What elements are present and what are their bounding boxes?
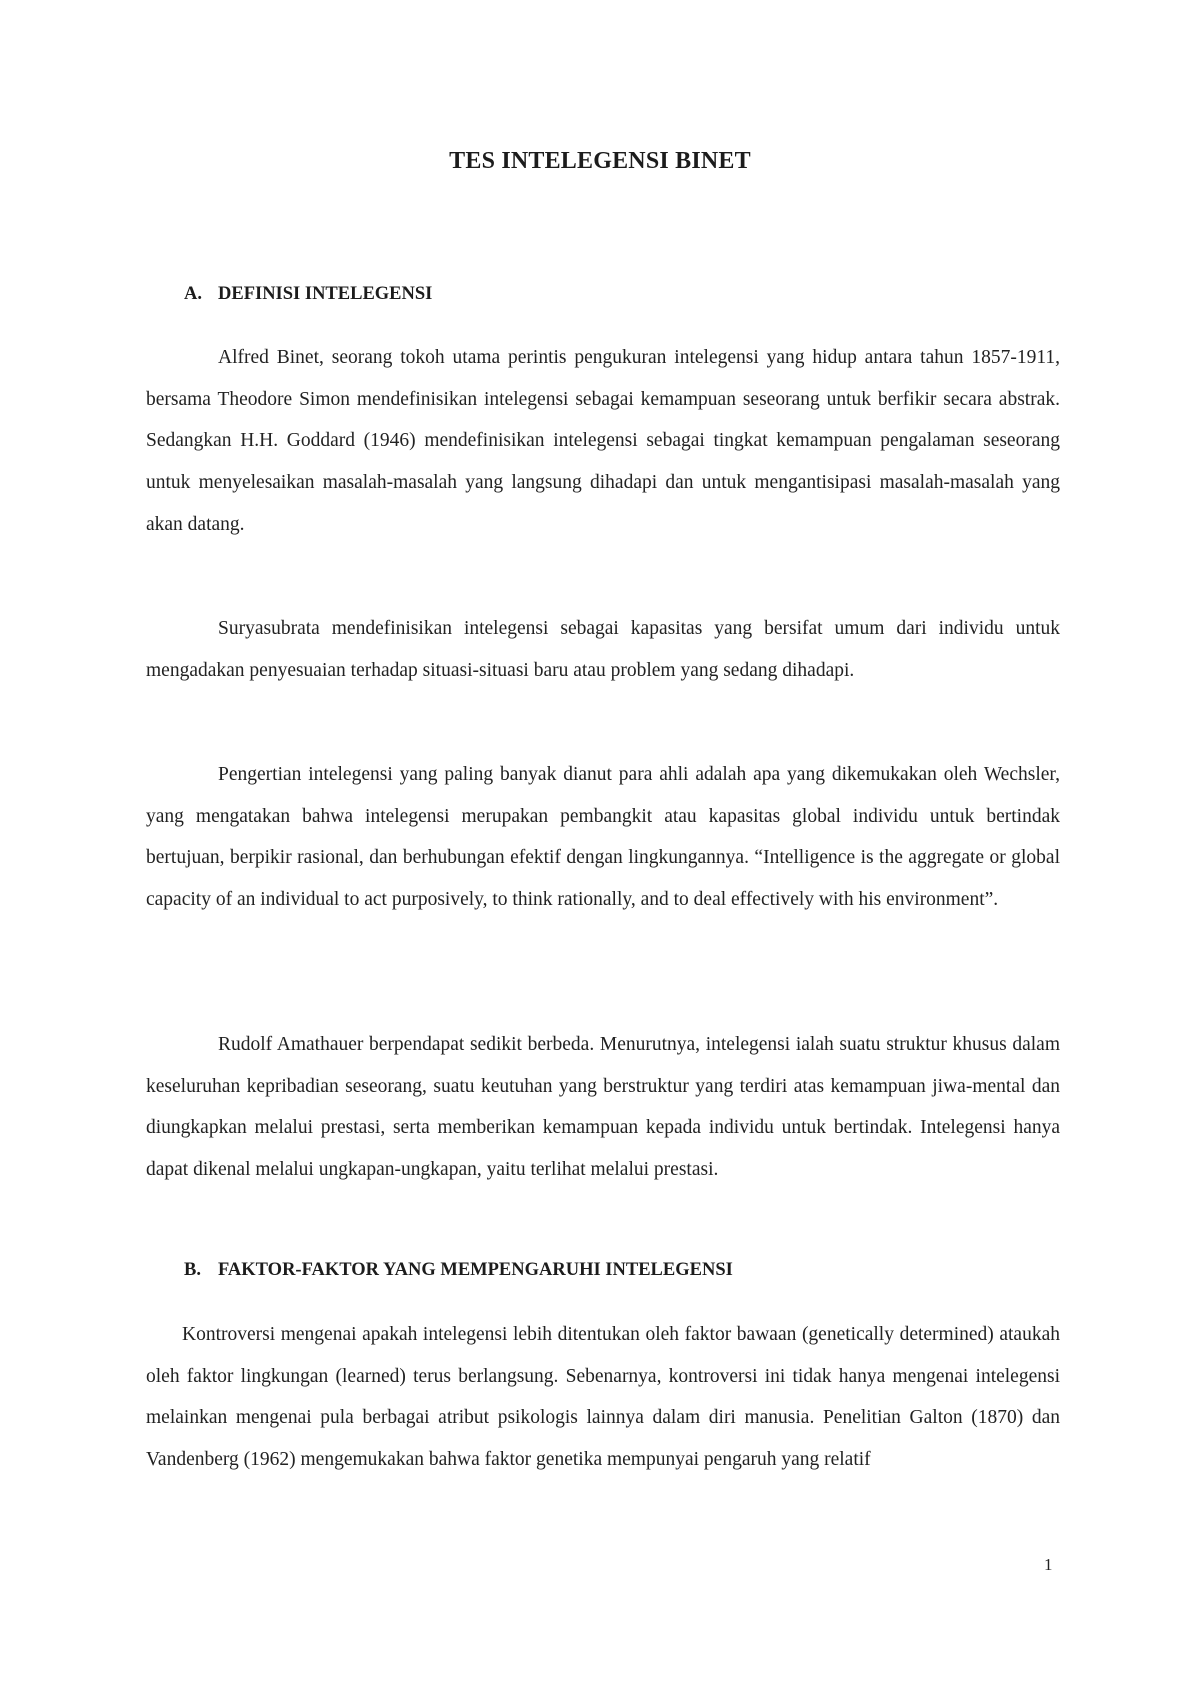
paragraph-suryasubrata-definition: Suryasubrata mendefinisikan intelegensi sebagai kapasitas yang bersifat umum dari individu untuk mengadakan penyesuaian terhadap situasi-situasi baru atau problem yang sedang dihadapi. <box>146 618 1060 681</box>
section-heading-b <box>184 1260 733 1281</box>
paragraph-wechsler-definition: Pengertian intelegensi yang paling banyak dianut para ahli adalah apa yang dikemukakan oleh Wechsler, yang mengatakan bahwa intelegensi merupakan pembangkit atau kapasitas global individu untuk bertindak bertujuan, berpikir rasional, dan berhubungan efektif dengan lingkungannya. “Intelligence is the aggregate or global capacity of an individual to act purposively, to think rationally, and to deal effectively with his environment”. <box>146 764 1060 911</box>
document-title: TES INTELEGENSI BINET <box>449 148 751 174</box>
paragraph-controversy: Kontroversi mengenai apakah intelegensi lebih ditentukan oleh faktor bawaan (genetically determined) ataukah oleh faktor lingkungan (learned) terus berlangsung. Sebenarnya, kontroversi ini tidak hanya mengenai intelegensi melainkan mengenai pula berbagai atribut psikologis lainnya dalam diri manusia. Penelitian Galton (1870) dan Vandenberg (1962) mengemukakan bahwa faktor genetika mempunyai pengaruh yang relatif <box>146 1324 1060 1471</box>
paragraph-amathauer-definition: Rudolf Amathauer berpendapat sedikit berbeda. Menurutnya, intelegensi ialah suatu struktur khusus dalam keseluruhan kepribadian seseorang, suatu keutuhan yang berstruktur yang terdiri atas kemampuan jiwa-mental dan diungkapkan melalui prestasi, serta memberikan kemampuan kepada individu untuk bertindak. Intelegensi hanya dapat dikenal melalui ungkapan-ungkapan, yaitu terlihat melalui prestasi. <box>146 1034 1060 1181</box>
page-number: 1 <box>1044 1555 1053 1574</box>
section-heading-a <box>184 284 432 305</box>
paragraph-binet-definition: Alfred Binet, seorang tokoh utama perintis pengukuran intelegensi yang hidup antara tahun 1857-1911, bersama Theodore Simon mendefinisikan intelegensi sebagai kemampuan seseorang untuk berfikir secara abstrak. Sedangkan H.H. Goddard (1946) mendefinisikan intelegensi sebagai tingkat kemampuan pengalaman seseorang untuk menyelesaikan masalah-masalah yang langsung dihadapi dan untuk mengantisipasi masalah-masalah yang akan datang. <box>146 347 1060 535</box>
section-letter-a: A. <box>184 284 202 304</box>
section-letter-b: B. <box>184 1260 201 1280</box>
section-title-b: FAKTOR-FAKTOR YANG MEMPENGARUHI INTELEGENSI <box>218 1260 733 1280</box>
section-title-a: DEFINISI INTELEGENSI <box>218 284 433 304</box>
